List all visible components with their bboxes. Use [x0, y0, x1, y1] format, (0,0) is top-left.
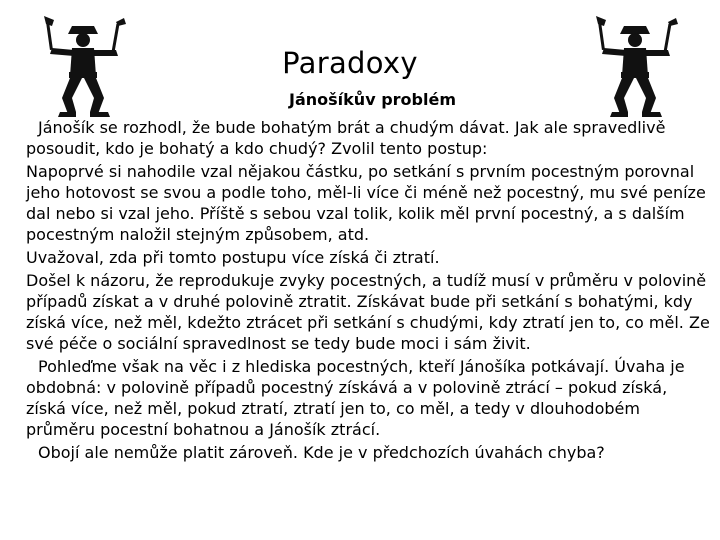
slide-title: Paradoxy [282, 46, 418, 80]
paragraph: Napoprvé si nahodile vzal nějakou částku, po setkání s prvním pocestným porovnal jeho hotovost se svou a podle toho, měl-li více či méně než pocestný, mu své peníze dal nebo si vzal jeho. Příště s sebou vzal tolik, kolik měl první pocestný, a s dalším pocestným naložil stejným způsobem, atd. [26, 162, 706, 244]
slide-subtitle: Jánošíkův problém [289, 90, 456, 109]
paragraph: Uvažoval, zda při tomto postupu více získá či ztratí. [26, 248, 440, 267]
paragraph: Pohleďme však na věc i z hlediska pocestných, kteří Jánošíka potkávají. Úvaha je obdobná: v polovině případů pocestný získává a v polovině ztrácí – pokud získá, získá více, než měl, pokud ztratí, ztratí jen to, co měl, a tedy v dlouhodobém průměru pocestní bohatnou a Jánošík ztrácí. [26, 357, 685, 439]
paragraph: Došel k názoru, že reprodukuje zvyky pocestných, a tudíž musí v průměru v polovině případů získat a v druhé polovině ztratit. Získávat bude při setkání s bohatými, kdy získá více, než měl, kdežto ztrácet při setkání s chudými, kdy ztratí jen to, co měl. Ze své péče o sociální spravedlnost se tedy bude moci i sám živit. [26, 271, 710, 353]
paragraph: Obojí ale nemůže platit zároveň. Kde je v předchozích úvahách chyba? [38, 443, 605, 462]
slide-body [26, 117, 710, 465]
paragraph: Jánošík se rozhodl, že bude bohatým brát a chudým dávat. Jak ale spravedlivě posoudit, kdo je bohatý a kdo chudý? Zvolil tento postup: [26, 118, 666, 158]
